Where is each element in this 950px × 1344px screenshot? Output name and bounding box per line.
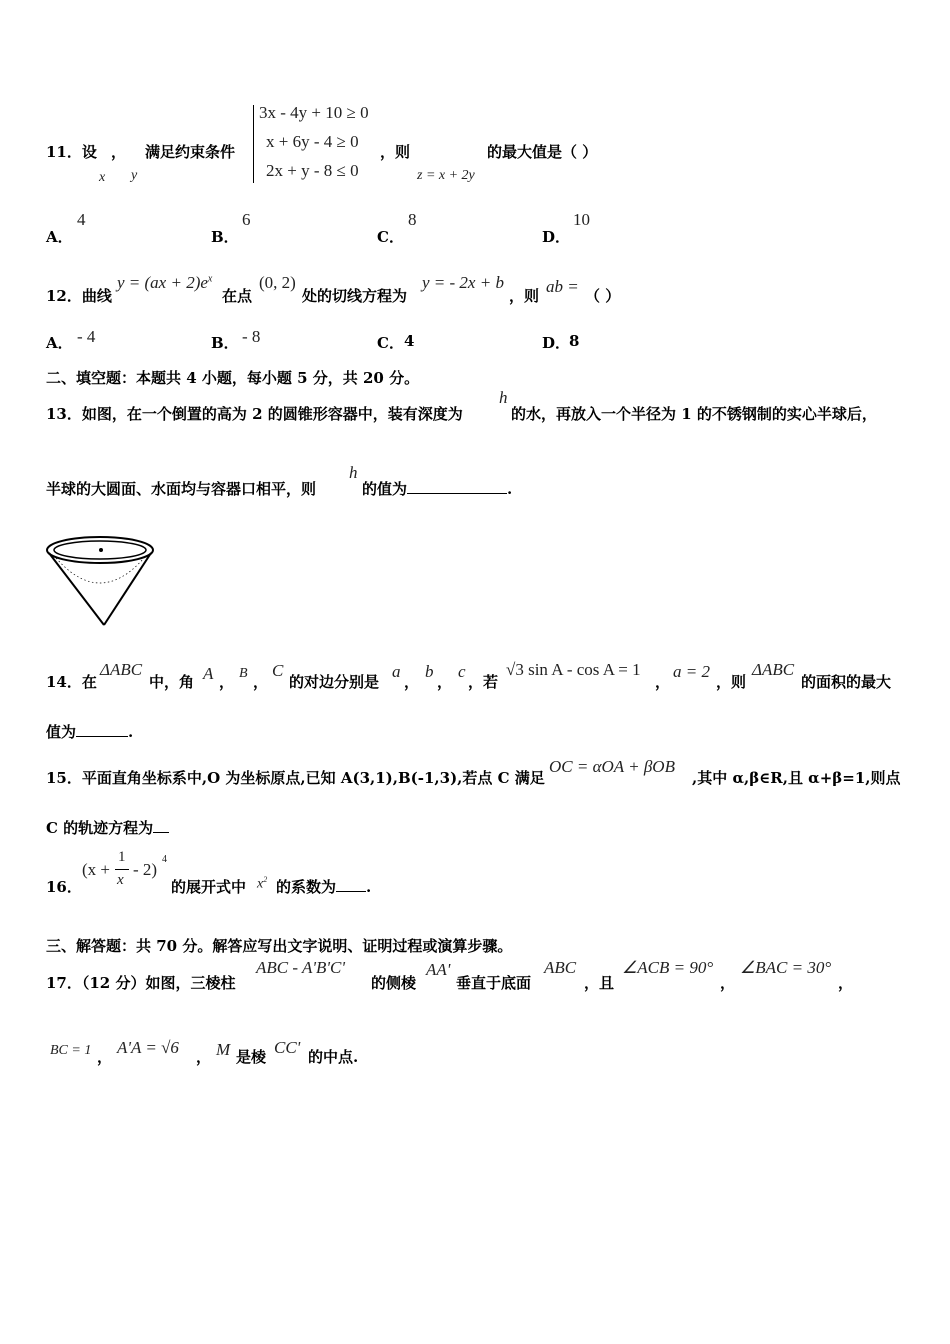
q16-x2-base: x: [257, 876, 264, 892]
q17-sep-2: ，: [838, 974, 854, 992]
q16-period: .: [366, 878, 372, 896]
q12-curve-base: y = (ax + 2)e: [117, 273, 208, 292]
q12-option-d-label: D．: [542, 334, 571, 352]
q13-h-2: h: [349, 463, 358, 482]
q11-brace: [253, 105, 254, 183]
q12-text-c: ，则: [509, 287, 540, 305]
q16-text-2-label: 的系数为: [276, 878, 337, 896]
q14-angle-b: B: [239, 666, 248, 681]
q15-answer-blank[interactable]: [153, 818, 169, 833]
q13-line2-b: [362, 478, 512, 499]
q17-number: 17．（12 分）如图，三棱柱: [46, 974, 236, 992]
q14-sep-3: ，: [404, 673, 420, 691]
q17-bc: BC = 1: [50, 1043, 92, 1058]
q14-equation-1: √3 sin A - cos A = 1: [506, 660, 641, 679]
q17-aa-length: A'A = √6: [117, 1038, 179, 1057]
q11-constraint-2: x + 6y - 4 ≥ 0: [266, 132, 359, 151]
q14-sep-1: ，: [219, 673, 235, 691]
q11-text-b: ，则: [380, 143, 411, 161]
q17-sep-4: ，: [196, 1048, 212, 1066]
q12-tangent: y = - 2x + b: [422, 273, 504, 292]
q14-text-4: ，则: [716, 673, 747, 691]
q11-option-c-value: 8: [408, 210, 417, 229]
q13-line1-b: 的水，再放入一个半径为 1 的不锈钢制的实心半球后，: [511, 405, 877, 423]
q11-option-d-label: D．: [542, 228, 571, 246]
q14-sep-4: ，: [437, 673, 453, 691]
q12-option-c-label: C．: [377, 334, 404, 352]
q14-side-a: a: [392, 662, 401, 681]
q14-number: 14．在: [46, 673, 97, 691]
q16-text-1: 的展开式中: [171, 878, 247, 896]
q14-sep-5: ，: [655, 673, 671, 691]
q15-line2: [46, 817, 169, 838]
q17-prism: ABC - A'B'C': [256, 958, 345, 977]
q14-equation-2: a = 2: [673, 662, 710, 681]
q16-number: 16．: [46, 878, 82, 896]
q12-option-c-value: 4: [404, 332, 415, 350]
q17-sep-3: ，: [97, 1048, 113, 1066]
center-dot: [99, 548, 103, 552]
q13-line2-b-text: 的值为: [362, 480, 408, 498]
q14-text-1: 中，角: [149, 673, 195, 691]
q13-line2-a: 半球的大圆面、水面均与容器口相平，则: [46, 480, 317, 498]
q14-triangle-1: ΔABC: [100, 660, 143, 679]
q14-line2-text: 值为: [46, 723, 77, 741]
q11-z-expr: z = x + 2y: [417, 168, 475, 183]
q17-edge: AA': [426, 960, 451, 979]
cone-figure: [44, 530, 158, 630]
q16-frac-den: x: [117, 872, 124, 888]
q14-angle-c: C: [272, 661, 284, 680]
q12-text-a: 在点: [222, 287, 253, 305]
q11-option-b-value: 6: [242, 210, 251, 229]
q11-option-a-value: 4: [77, 210, 86, 229]
q17-edge-cc: CC': [274, 1038, 301, 1057]
q14-side-b: b: [425, 662, 434, 681]
q11-number: 11．设: [46, 143, 97, 161]
q14-line2: [46, 721, 133, 742]
q11-option-b-label: B．: [211, 228, 239, 246]
q16-expr-b: - 2): [133, 860, 158, 879]
q12-number: 12．曲线: [46, 287, 112, 305]
q11-var-y: y: [131, 168, 138, 183]
q17-base: ABC: [544, 958, 577, 977]
q12-curve-exp: x: [207, 273, 213, 285]
q16-x2: [257, 875, 267, 893]
q14-side-c: c: [458, 662, 466, 681]
q14-text-5: 的面积的最大: [801, 673, 892, 691]
q16-exponent: 4: [162, 854, 167, 865]
q11-var-x: x: [99, 170, 106, 185]
q16-answer-blank[interactable]: [336, 877, 366, 892]
q14-sep-2: ，: [253, 673, 269, 691]
q11-option-d-value: 10: [573, 210, 590, 229]
q14-answer-blank[interactable]: [76, 722, 128, 737]
q12-option-a-value: - 4: [77, 327, 96, 346]
q15-line2-text: C 的轨迹方程为: [46, 819, 154, 837]
q16-text-2: [276, 876, 371, 897]
q12-point: (0, 2): [259, 273, 296, 292]
q11-option-c-label: C．: [377, 228, 404, 246]
q17-angle-acb: ∠ACB = 90°: [622, 958, 714, 977]
q14-triangle-2: ΔABC: [752, 660, 795, 679]
q13-answer-blank[interactable]: [407, 479, 507, 494]
q13-line1-a: 13．如图，在一个倒置的高为 2 的圆锥形容器中，装有深度为: [46, 405, 463, 423]
q12-option-b-label: B．: [211, 334, 239, 352]
q11-text-a: 满足约束条件: [145, 143, 236, 161]
q15-line1-b: ,其中 α,β∈R,且 α+β=1,则点: [692, 769, 901, 787]
section2-heading: 二、填空题：本题共 4 小题，每小题 5 分，共 20 分。: [46, 369, 420, 387]
q17-text-3: ，且: [584, 974, 615, 992]
q12-text-d: （ ）: [585, 287, 621, 305]
q11-option-a-label: A．: [46, 228, 73, 246]
q17-point-m: M: [216, 1040, 231, 1059]
q16-frac-bar: [115, 869, 129, 870]
q15-equation: OC = αOA + βOB: [549, 757, 675, 776]
q11-text-c: 的最大值是（ ）: [487, 143, 598, 161]
q14-angle-a: A: [203, 664, 214, 683]
q17-angle-bac: ∠BAC = 30°: [740, 958, 832, 977]
q12-option-b-value: - 8: [242, 327, 261, 346]
q11-constraint-3: 2x + y - 8 ≤ 0: [266, 161, 359, 180]
q14-text-3: ，若: [468, 673, 499, 691]
q12-text-b: 处的切线方程为: [302, 287, 408, 305]
q17-text-4: 是棱: [236, 1048, 267, 1066]
q12-option-a-label: A．: [46, 334, 73, 352]
q16-frac-num: 1: [118, 849, 126, 865]
cone-right-edge: [104, 553, 151, 625]
q14-period: .: [128, 723, 134, 741]
q12-curve: [117, 273, 212, 293]
q16-x2-exp: 2: [263, 875, 268, 884]
q13-h-1: h: [499, 388, 508, 407]
q13-period: .: [507, 480, 513, 498]
q12-ab: ab =: [546, 277, 579, 296]
q16-expr-a: (x +: [82, 860, 110, 879]
q17-text-5: 的中点.: [308, 1048, 359, 1066]
q11-comma: ，: [111, 143, 127, 161]
section3-heading: 三、解答题：共 70 分。解答应写出文字说明、证明过程或演算步骤。: [46, 937, 513, 955]
q14-text-2: 的对边分别是: [289, 673, 380, 691]
q17-text-1: 的侧棱: [371, 974, 417, 992]
q17-text-2: 垂直于底面: [456, 974, 532, 992]
q15-line1-a: 15．平面直角坐标系中,O 为坐标原点,已知 A(3,1),B(-1,3),若点 C 满足: [46, 769, 545, 787]
q17-sep-1: ，: [720, 974, 736, 992]
q11-constraint-1: 3x - 4y + 10 ≥ 0: [259, 103, 369, 122]
q12-option-d-value: 8: [569, 332, 580, 350]
